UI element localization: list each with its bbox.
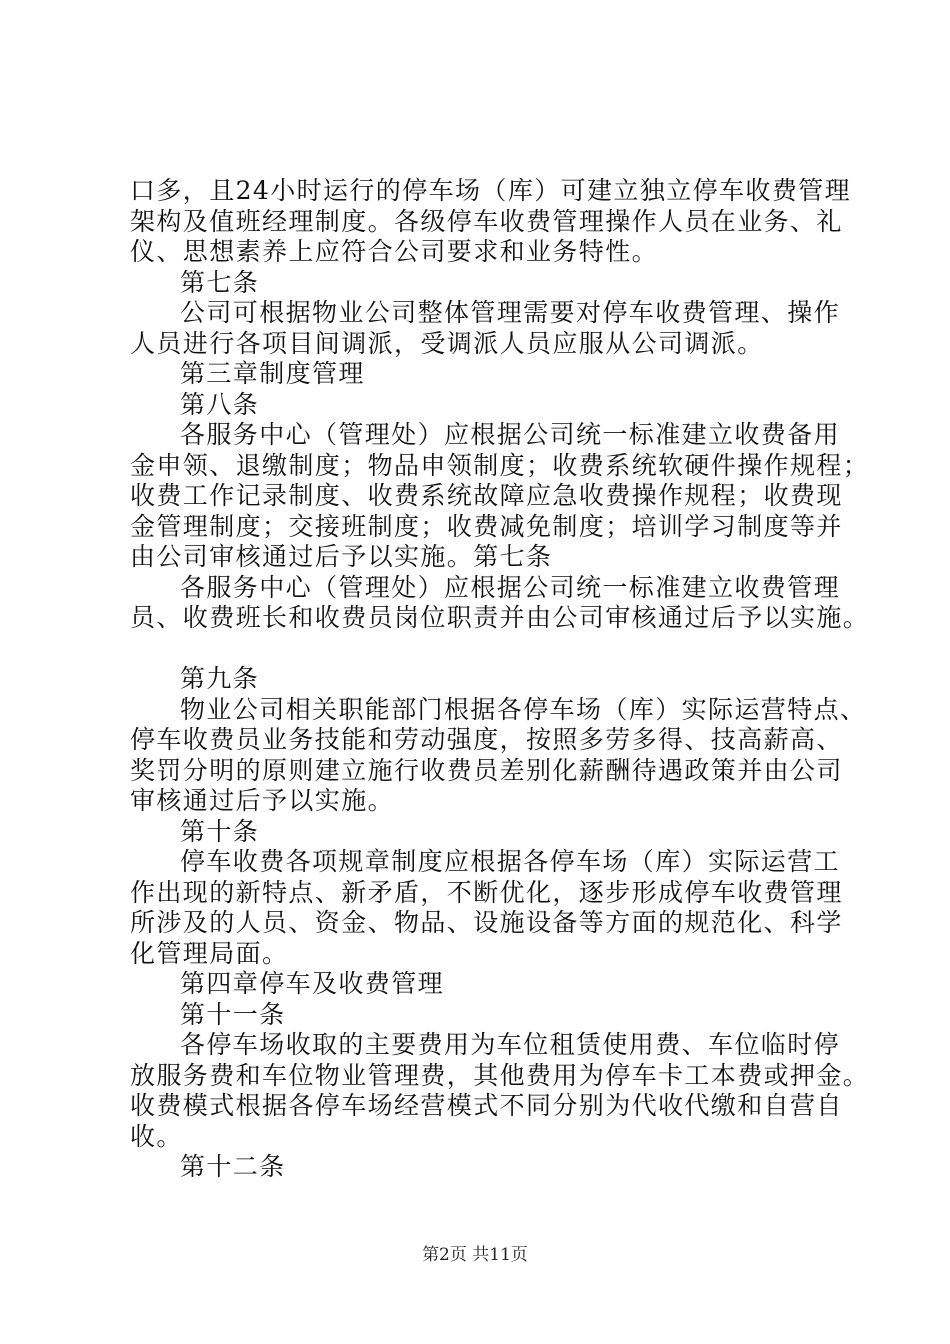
chapter-heading: 第三章制度管理 (180, 359, 365, 388)
text-line: 收费工作记录制度、收费系统故障应急收费操作规程；收费现 (130, 481, 843, 510)
text-line: 由公司审核通过后予以实施。第七条 (130, 542, 553, 571)
text-line: 人员进行各项目间调派，受调派人员应服从公司调派。 (130, 328, 764, 358)
text-line: 各服务中心（管理处）应根据公司统一标准建立收费备用 (180, 420, 841, 449)
document-body (130, 176, 870, 1183)
text-line: 停车收费员业务技能和劳动强度，按照多劳多得、技高薪高、 (130, 725, 843, 754)
text-line: 放服务费和车位物业管理费，其他费用为停车卡工本费或押金。 (130, 1060, 870, 1090)
text-line: 架构及值班经理制度。各级停车收费管理操作人员在业务、礼 (130, 206, 843, 236)
article-heading: 第九条 (180, 664, 260, 693)
text-line: 金管理制度；交接班制度；收费减免制度；培训学习制度等并 (130, 511, 843, 541)
text-line: 员、收费班长和收费员岗位职责并由公司审核通过后予以实施。 (130, 603, 870, 632)
text-line: 奖罚分明的原则建立施行收费员差别化薪酬待遇政策并由公司 (130, 755, 843, 785)
text-line: 各服务中心（管理处）应根据公司统一标准建立收费管理 (180, 572, 841, 602)
page-number: 第2页 共11页 (422, 1245, 528, 1265)
text-line: 各停车场收取的主要费用为车位租赁使用费、车位临时停 (180, 1030, 841, 1059)
article-heading: 第十一条 (180, 999, 286, 1029)
article-heading: 第七条 (180, 267, 260, 297)
chapter-heading: 第四章停车及收费管理 (180, 969, 445, 998)
text-line: 口多，且24小时运行的停车场（库）可建立独立停车收费管理 (130, 176, 852, 205)
article-heading: 第十二条 (180, 1152, 286, 1181)
text-line: 停车收费各项规章制度应根据各停车场（库）实际运营工 (180, 847, 841, 876)
blank-line (130, 634, 850, 665)
text-line: 所涉及的人员、资金、物品、设施设备等方面的规范化、科学 (130, 908, 843, 937)
article-heading: 第十条 (180, 816, 260, 846)
text-line: 作出现的新特点、新矛盾，不断优化，逐步形成停车收费管理 (130, 877, 843, 907)
text-line: 金申领、退缴制度；物品申领制度；收费系统软硬件操作规程； (130, 450, 870, 480)
text-line: 仪、思想素养上应符合公司要求和业务特性。 (130, 237, 659, 266)
text-line: 公司可根据物业公司整体管理需要对停车收费管理、操作 (180, 298, 841, 327)
text-line: 收费模式根据各停车场经营模式不同分别为代收代缴和自营自 (130, 1091, 843, 1120)
text-line: 审核通过后予以实施。 (130, 786, 395, 815)
page-footer (0, 1244, 950, 1266)
article-heading: 第八条 (180, 389, 260, 419)
text-line: 收。 (130, 1121, 183, 1151)
text-line: 化管理局面。 (130, 938, 289, 968)
text-line: 物业公司相关职能部门根据各停车场（库）实际运营特点、 (180, 694, 867, 724)
